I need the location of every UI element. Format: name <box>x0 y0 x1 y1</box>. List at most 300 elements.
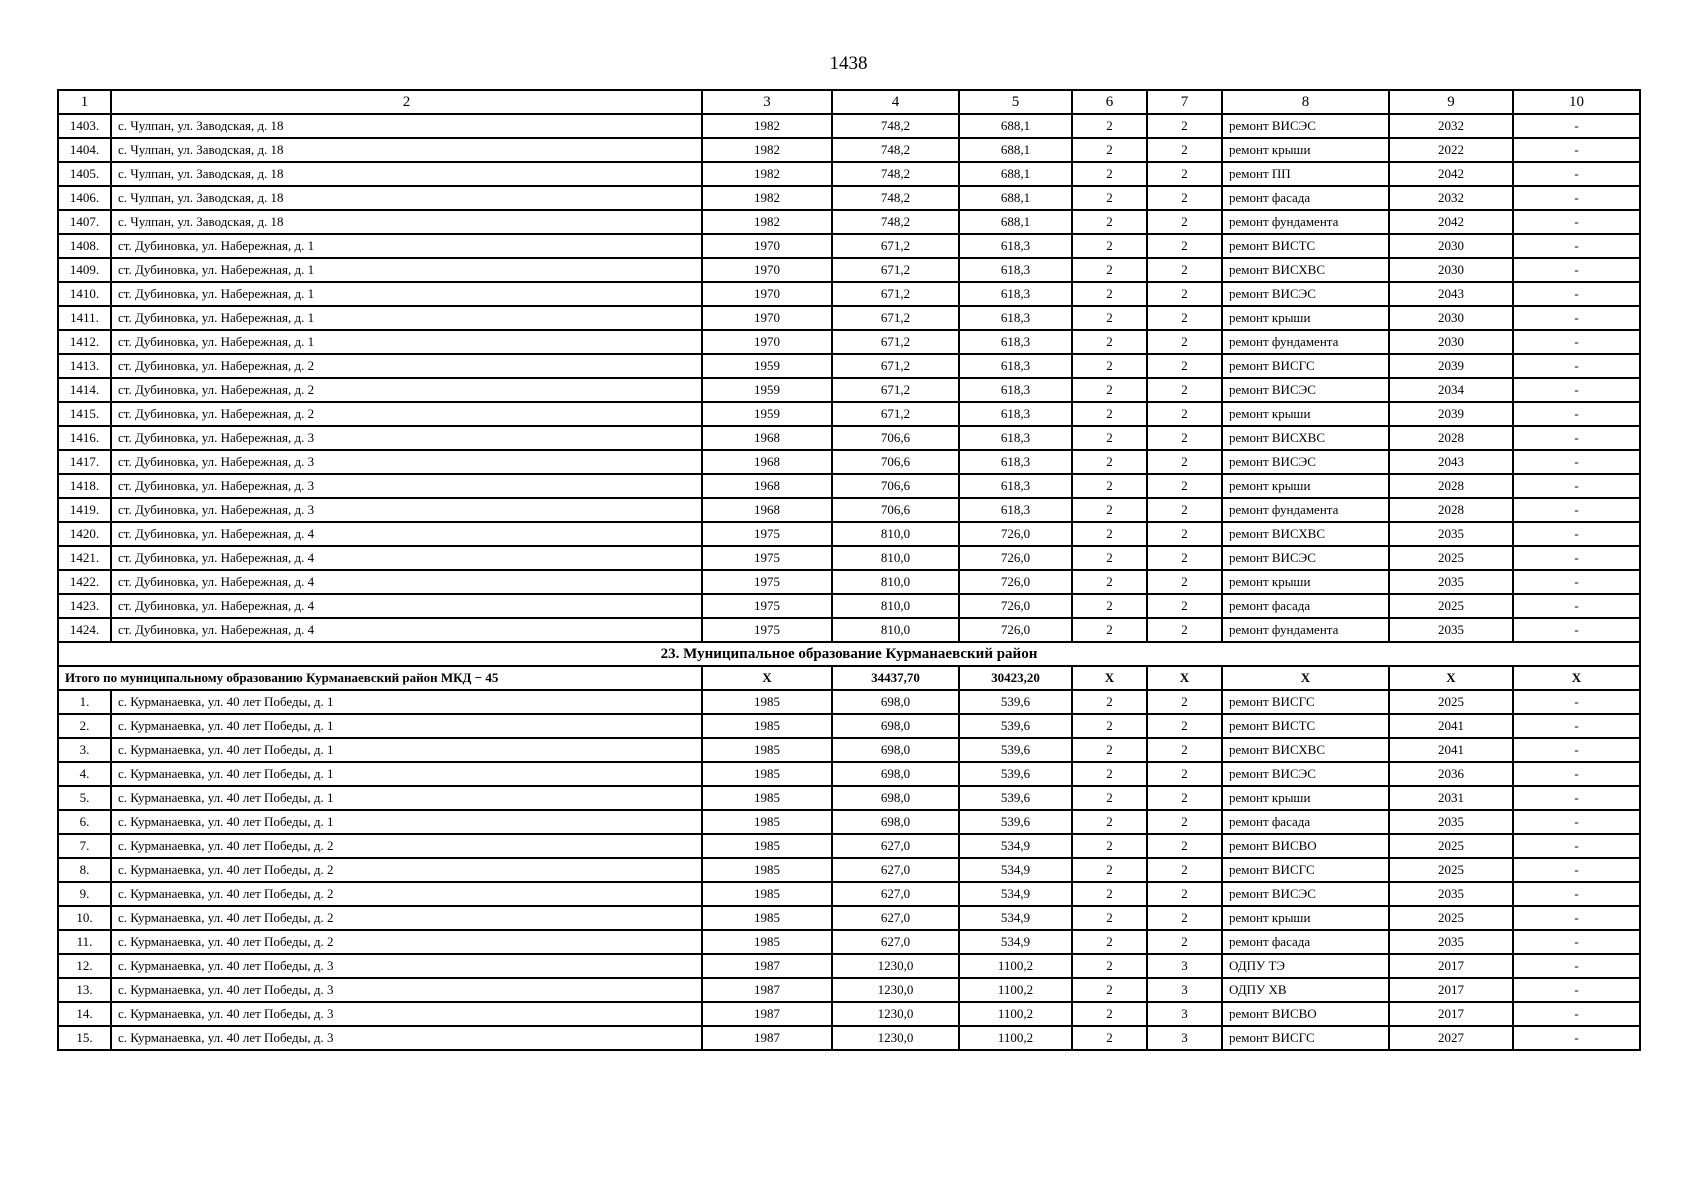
year-cell: 1985 <box>702 810 832 834</box>
area-living-cell: 618,3 <box>959 402 1072 426</box>
column-header: 4 <box>832 90 959 114</box>
entrances-cell: 2 <box>1147 714 1222 738</box>
area-living-cell: 539,6 <box>959 714 1072 738</box>
entrances-cell: 2 <box>1147 354 1222 378</box>
entrances-cell: 2 <box>1147 306 1222 330</box>
note-cell: - <box>1513 354 1640 378</box>
area-total-cell: 671,2 <box>832 378 959 402</box>
address-cell: ст. Дубиновка, ул. Набережная, д. 4 <box>111 522 702 546</box>
year-cell: 1970 <box>702 306 832 330</box>
plan-year-cell: 2035 <box>1389 618 1513 642</box>
area-living-cell: 618,3 <box>959 450 1072 474</box>
area-living-cell: 1100,2 <box>959 954 1072 978</box>
address-cell: ст. Дубиновка, ул. Набережная, д. 3 <box>111 474 702 498</box>
entrances-cell: 2 <box>1147 474 1222 498</box>
area-total-cell: 698,0 <box>832 786 959 810</box>
work-type-cell: ремонт ВИСГС <box>1222 354 1389 378</box>
plan-year-cell: 2035 <box>1389 930 1513 954</box>
area-total-cell: 698,0 <box>832 762 959 786</box>
plan-year-cell: 2028 <box>1389 426 1513 450</box>
column-number-header-row <box>58 90 1640 114</box>
area-living-cell: 534,9 <box>959 834 1072 858</box>
note-cell: - <box>1513 162 1640 186</box>
note-cell: - <box>1513 570 1640 594</box>
note-cell: - <box>1513 810 1640 834</box>
area-living-cell: 618,3 <box>959 258 1072 282</box>
floors-cell: 2 <box>1072 474 1147 498</box>
floors-cell: 2 <box>1072 618 1147 642</box>
year-cell: 1982 <box>702 114 832 138</box>
work-type-cell: ремонт ВИСГС <box>1222 690 1389 714</box>
note-cell: - <box>1513 474 1640 498</box>
table-row <box>58 426 1640 450</box>
work-type-cell: ремонт крыши <box>1222 474 1389 498</box>
year-cell: 1985 <box>702 882 832 906</box>
area-total-cell: 671,2 <box>832 258 959 282</box>
year-cell: 1982 <box>702 162 832 186</box>
note-cell: - <box>1513 618 1640 642</box>
note-cell: - <box>1513 498 1640 522</box>
area-living-cell: 618,3 <box>959 378 1072 402</box>
note-cell: - <box>1513 690 1640 714</box>
entrances-cell: 2 <box>1147 378 1222 402</box>
floors-cell: 2 <box>1072 282 1147 306</box>
row-number: 1411. <box>58 306 111 330</box>
address-cell: с. Чулпан, ул. Заводская, д. 18 <box>111 138 702 162</box>
year-cell: 1970 <box>702 258 832 282</box>
row-number: 1415. <box>58 402 111 426</box>
area-total-cell: 748,2 <box>832 138 959 162</box>
plan-year-cell: 2017 <box>1389 978 1513 1002</box>
note-cell: - <box>1513 330 1640 354</box>
address-cell: ст. Дубиновка, ул. Набережная, д. 2 <box>111 354 702 378</box>
total-value: Х <box>1389 666 1513 690</box>
area-total-cell: 748,2 <box>832 210 959 234</box>
plan-year-cell: 2034 <box>1389 378 1513 402</box>
floors-cell: 2 <box>1072 858 1147 882</box>
plan-year-cell: 2025 <box>1389 546 1513 570</box>
row-number: 6. <box>58 810 111 834</box>
table-row <box>58 594 1640 618</box>
work-type-cell: ремонт фасада <box>1222 810 1389 834</box>
area-total-cell: 706,6 <box>832 498 959 522</box>
entrances-cell: 2 <box>1147 210 1222 234</box>
row-number: 15. <box>58 1026 111 1050</box>
year-cell: 1985 <box>702 834 832 858</box>
area-living-cell: 1100,2 <box>959 1026 1072 1050</box>
note-cell: - <box>1513 402 1640 426</box>
work-type-cell: ремонт ВИСХВС <box>1222 738 1389 762</box>
address-cell: ст. Дубиновка, ул. Набережная, д. 1 <box>111 330 702 354</box>
entrances-cell: 2 <box>1147 114 1222 138</box>
entrances-cell: 2 <box>1147 906 1222 930</box>
column-header: 8 <box>1222 90 1389 114</box>
area-total-cell: 698,0 <box>832 714 959 738</box>
table-row <box>58 402 1640 426</box>
entrances-cell: 2 <box>1147 282 1222 306</box>
address-cell: с. Курманаевка, ул. 40 лет Победы, д. 2 <box>111 834 702 858</box>
year-cell: 1975 <box>702 546 832 570</box>
floors-cell: 2 <box>1072 738 1147 762</box>
year-cell: 1975 <box>702 522 832 546</box>
work-type-cell: ремонт ВИСХВС <box>1222 258 1389 282</box>
row-number: 1420. <box>58 522 111 546</box>
floors-cell: 2 <box>1072 186 1147 210</box>
plan-year-cell: 2032 <box>1389 186 1513 210</box>
row-number: 1406. <box>58 186 111 210</box>
plan-year-cell: 2035 <box>1389 522 1513 546</box>
entrances-cell: 2 <box>1147 810 1222 834</box>
area-living-cell: 618,3 <box>959 306 1072 330</box>
entrances-cell: 2 <box>1147 402 1222 426</box>
area-total-cell: 748,2 <box>832 162 959 186</box>
area-total-cell: 1230,0 <box>832 1002 959 1026</box>
table-row <box>58 786 1640 810</box>
address-cell: ст. Дубиновка, ул. Набережная, д. 2 <box>111 378 702 402</box>
floors-cell: 2 <box>1072 930 1147 954</box>
area-total-cell: 671,2 <box>832 234 959 258</box>
row-number: 1424. <box>58 618 111 642</box>
area-living-cell: 534,9 <box>959 858 1072 882</box>
year-cell: 1959 <box>702 378 832 402</box>
note-cell: - <box>1513 978 1640 1002</box>
table-row <box>58 618 1640 642</box>
plan-year-cell: 2028 <box>1389 498 1513 522</box>
note-cell: - <box>1513 114 1640 138</box>
work-type-cell: ремонт фасада <box>1222 594 1389 618</box>
note-cell: - <box>1513 738 1640 762</box>
floors-cell: 2 <box>1072 522 1147 546</box>
floors-cell: 2 <box>1072 906 1147 930</box>
entrances-cell: 2 <box>1147 690 1222 714</box>
note-cell: - <box>1513 1026 1640 1050</box>
table-row <box>58 498 1640 522</box>
floors-cell: 2 <box>1072 1002 1147 1026</box>
work-type-cell: ремонт ВИСЭС <box>1222 282 1389 306</box>
floors-cell: 2 <box>1072 690 1147 714</box>
address-cell: ст. Дубиновка, ул. Набережная, д. 3 <box>111 450 702 474</box>
work-type-cell: ремонт ВИСЭС <box>1222 378 1389 402</box>
entrances-cell: 2 <box>1147 786 1222 810</box>
year-cell: 1970 <box>702 234 832 258</box>
row-number: 1412. <box>58 330 111 354</box>
year-cell: 1968 <box>702 498 832 522</box>
year-cell: 1982 <box>702 138 832 162</box>
area-living-cell: 726,0 <box>959 570 1072 594</box>
note-cell: - <box>1513 594 1640 618</box>
address-cell: с. Курманаевка, ул. 40 лет Победы, д. 2 <box>111 858 702 882</box>
area-total-cell: 1230,0 <box>832 1026 959 1050</box>
address-cell: с. Курманаевка, ул. 40 лет Победы, д. 3 <box>111 954 702 978</box>
plan-year-cell: 2043 <box>1389 450 1513 474</box>
plan-year-cell: 2027 <box>1389 1026 1513 1050</box>
area-total-cell: 671,2 <box>832 282 959 306</box>
work-type-cell: ремонт ПП <box>1222 162 1389 186</box>
row-number: 9. <box>58 882 111 906</box>
note-cell: - <box>1513 138 1640 162</box>
row-number: 1. <box>58 690 111 714</box>
floors-cell: 2 <box>1072 162 1147 186</box>
entrances-cell: 3 <box>1147 1026 1222 1050</box>
address-cell: с. Курманаевка, ул. 40 лет Победы, д. 1 <box>111 810 702 834</box>
year-cell: 1982 <box>702 186 832 210</box>
plan-year-cell: 2025 <box>1389 906 1513 930</box>
row-number: 1404. <box>58 138 111 162</box>
total-value: Х <box>1072 666 1147 690</box>
work-type-cell: ОДПУ ТЭ <box>1222 954 1389 978</box>
work-type-cell: ремонт фундамента <box>1222 330 1389 354</box>
row-number: 1418. <box>58 474 111 498</box>
year-cell: 1970 <box>702 282 832 306</box>
table-row <box>58 1026 1640 1050</box>
entrances-cell: 2 <box>1147 426 1222 450</box>
row-number: 1409. <box>58 258 111 282</box>
work-type-cell: ремонт ВИСТС <box>1222 714 1389 738</box>
row-number: 1408. <box>58 234 111 258</box>
entrances-cell: 2 <box>1147 330 1222 354</box>
address-cell: ст. Дубиновка, ул. Набережная, д. 4 <box>111 594 702 618</box>
area-living-cell: 688,1 <box>959 114 1072 138</box>
table-row <box>58 906 1640 930</box>
area-total-cell: 698,0 <box>832 690 959 714</box>
row-number: 10. <box>58 906 111 930</box>
area-total-cell: 810,0 <box>832 594 959 618</box>
area-total-cell: 627,0 <box>832 858 959 882</box>
entrances-cell: 2 <box>1147 186 1222 210</box>
total-value: Х <box>1147 666 1222 690</box>
area-living-cell: 688,1 <box>959 210 1072 234</box>
floors-cell: 2 <box>1072 954 1147 978</box>
work-type-cell: ремонт фундамента <box>1222 498 1389 522</box>
area-living-cell: 726,0 <box>959 618 1072 642</box>
entrances-cell: 3 <box>1147 954 1222 978</box>
note-cell: - <box>1513 882 1640 906</box>
area-living-cell: 1100,2 <box>959 978 1072 1002</box>
row-number: 7. <box>58 834 111 858</box>
floors-cell: 2 <box>1072 450 1147 474</box>
address-cell: с. Курманаевка, ул. 40 лет Победы, д. 2 <box>111 930 702 954</box>
row-number: 1403. <box>58 114 111 138</box>
area-total-cell: 671,2 <box>832 402 959 426</box>
address-cell: с. Чулпан, ул. Заводская, д. 18 <box>111 114 702 138</box>
area-total-cell: 627,0 <box>832 882 959 906</box>
address-cell: с. Курманаевка, ул. 40 лет Победы, д. 2 <box>111 906 702 930</box>
area-living-cell: 618,3 <box>959 498 1072 522</box>
row-number: 2. <box>58 714 111 738</box>
plan-year-cell: 2035 <box>1389 810 1513 834</box>
table-row <box>58 522 1640 546</box>
note-cell: - <box>1513 234 1640 258</box>
year-cell: 1959 <box>702 402 832 426</box>
floors-cell: 2 <box>1072 114 1147 138</box>
row-number: 1410. <box>58 282 111 306</box>
total-row <box>58 666 1640 690</box>
row-number: 1414. <box>58 378 111 402</box>
plan-year-cell: 2042 <box>1389 210 1513 234</box>
note-cell: - <box>1513 306 1640 330</box>
note-cell: - <box>1513 210 1640 234</box>
address-cell: ст. Дубиновка, ул. Набережная, д. 1 <box>111 282 702 306</box>
entrances-cell: 2 <box>1147 234 1222 258</box>
plan-year-cell: 2039 <box>1389 354 1513 378</box>
table-row <box>58 330 1640 354</box>
area-total-cell: 706,6 <box>832 474 959 498</box>
entrances-cell: 2 <box>1147 618 1222 642</box>
area-living-cell: 726,0 <box>959 546 1072 570</box>
year-cell: 1975 <box>702 570 832 594</box>
note-cell: - <box>1513 258 1640 282</box>
column-header: 2 <box>111 90 702 114</box>
floors-cell: 2 <box>1072 258 1147 282</box>
row-number: 1413. <box>58 354 111 378</box>
row-number: 1407. <box>58 210 111 234</box>
area-living-cell: 618,3 <box>959 330 1072 354</box>
plan-year-cell: 2025 <box>1389 690 1513 714</box>
year-cell: 1987 <box>702 1002 832 1026</box>
work-type-cell: ремонт крыши <box>1222 786 1389 810</box>
work-type-cell: ремонт ВИСГС <box>1222 858 1389 882</box>
floors-cell: 2 <box>1072 546 1147 570</box>
address-cell: с. Чулпан, ул. Заводская, д. 18 <box>111 186 702 210</box>
entrances-cell: 2 <box>1147 858 1222 882</box>
area-living-cell: 688,1 <box>959 162 1072 186</box>
plan-year-cell: 2043 <box>1389 282 1513 306</box>
area-total-cell: 810,0 <box>832 570 959 594</box>
area-total-cell: 748,2 <box>832 114 959 138</box>
work-type-cell: ремонт крыши <box>1222 306 1389 330</box>
total-value: Х <box>702 666 832 690</box>
table-row <box>58 738 1640 762</box>
table-row <box>58 258 1640 282</box>
floors-cell: 2 <box>1072 330 1147 354</box>
entrances-cell: 2 <box>1147 258 1222 282</box>
total-value: Х <box>1222 666 1389 690</box>
year-cell: 1987 <box>702 978 832 1002</box>
floors-cell: 2 <box>1072 210 1147 234</box>
total-value: 30423,20 <box>959 666 1072 690</box>
table-row <box>58 210 1640 234</box>
plan-year-cell: 2030 <box>1389 258 1513 282</box>
address-cell: ст. Дубиновка, ул. Набережная, д. 1 <box>111 306 702 330</box>
entrances-cell: 2 <box>1147 546 1222 570</box>
note-cell: - <box>1513 450 1640 474</box>
work-type-cell: ремонт ВИСГС <box>1222 1026 1389 1050</box>
address-cell: с. Курманаевка, ул. 40 лет Победы, д. 1 <box>111 786 702 810</box>
year-cell: 1985 <box>702 762 832 786</box>
table-row <box>58 306 1640 330</box>
work-type-cell: ремонт ВИСХВС <box>1222 426 1389 450</box>
floors-cell: 2 <box>1072 498 1147 522</box>
address-cell: ст. Дубиновка, ул. Набережная, д. 4 <box>111 570 702 594</box>
floors-cell: 2 <box>1072 234 1147 258</box>
table-row <box>58 138 1640 162</box>
section-header-row <box>58 642 1640 666</box>
entrances-cell: 2 <box>1147 138 1222 162</box>
plan-year-cell: 2030 <box>1389 330 1513 354</box>
floors-cell: 2 <box>1072 402 1147 426</box>
work-type-cell: ремонт крыши <box>1222 570 1389 594</box>
table-row <box>58 810 1640 834</box>
work-type-cell: ремонт крыши <box>1222 402 1389 426</box>
year-cell: 1985 <box>702 858 832 882</box>
address-cell: ст. Дубиновка, ул. Набережная, д. 4 <box>111 618 702 642</box>
year-cell: 1959 <box>702 354 832 378</box>
year-cell: 1985 <box>702 714 832 738</box>
year-cell: 1985 <box>702 906 832 930</box>
area-total-cell: 1230,0 <box>832 954 959 978</box>
work-type-cell: ремонт ВИСХВС <box>1222 522 1389 546</box>
column-header: 7 <box>1147 90 1222 114</box>
area-total-cell: 748,2 <box>832 186 959 210</box>
area-living-cell: 688,1 <box>959 138 1072 162</box>
column-header: 9 <box>1389 90 1513 114</box>
plan-year-cell: 2025 <box>1389 858 1513 882</box>
area-total-cell: 627,0 <box>832 906 959 930</box>
table-row <box>58 474 1640 498</box>
work-type-cell: ремонт ВИСЭС <box>1222 114 1389 138</box>
total-value: Х <box>1513 666 1640 690</box>
address-cell: с. Курманаевка, ул. 40 лет Победы, д. 3 <box>111 1002 702 1026</box>
row-number: 4. <box>58 762 111 786</box>
area-living-cell: 534,9 <box>959 882 1072 906</box>
plan-year-cell: 2030 <box>1389 234 1513 258</box>
address-cell: с. Курманаевка, ул. 40 лет Победы, д. 3 <box>111 978 702 1002</box>
table-row <box>58 354 1640 378</box>
work-type-cell: ремонт ВИСЭС <box>1222 546 1389 570</box>
plan-year-cell: 2042 <box>1389 162 1513 186</box>
floors-cell: 2 <box>1072 810 1147 834</box>
work-type-cell: ремонт крыши <box>1222 138 1389 162</box>
year-cell: 1982 <box>702 210 832 234</box>
area-living-cell: 539,6 <box>959 762 1072 786</box>
floors-cell: 2 <box>1072 1026 1147 1050</box>
entrances-cell: 2 <box>1147 522 1222 546</box>
plan-year-cell: 2031 <box>1389 786 1513 810</box>
address-cell: ст. Дубиновка, ул. Набережная, д. 4 <box>111 546 702 570</box>
work-type-cell: ремонт ВИСТС <box>1222 234 1389 258</box>
table-row <box>58 162 1640 186</box>
area-living-cell: 618,3 <box>959 282 1072 306</box>
address-cell: ст. Дубиновка, ул. Набережная, д. 1 <box>111 234 702 258</box>
row-number: 1421. <box>58 546 111 570</box>
area-total-cell: 706,6 <box>832 426 959 450</box>
area-living-cell: 534,9 <box>959 906 1072 930</box>
year-cell: 1987 <box>702 1026 832 1050</box>
plan-year-cell: 2025 <box>1389 834 1513 858</box>
table-row <box>58 858 1640 882</box>
floors-cell: 2 <box>1072 138 1147 162</box>
table-row <box>58 234 1640 258</box>
total-value: 34437,70 <box>832 666 959 690</box>
note-cell: - <box>1513 426 1640 450</box>
area-living-cell: 534,9 <box>959 930 1072 954</box>
area-total-cell: 698,0 <box>832 738 959 762</box>
floors-cell: 2 <box>1072 594 1147 618</box>
plan-year-cell: 2028 <box>1389 474 1513 498</box>
work-type-cell: ремонт ВИСЭС <box>1222 762 1389 786</box>
column-header: 6 <box>1072 90 1147 114</box>
work-type-cell: ремонт ВИСВО <box>1222 1002 1389 1026</box>
table-row <box>58 546 1640 570</box>
area-total-cell: 627,0 <box>832 834 959 858</box>
plan-year-cell: 2041 <box>1389 714 1513 738</box>
column-header: 5 <box>959 90 1072 114</box>
area-living-cell: 539,6 <box>959 786 1072 810</box>
plan-year-cell: 2039 <box>1389 402 1513 426</box>
plan-year-cell: 2035 <box>1389 882 1513 906</box>
area-total-cell: 810,0 <box>832 546 959 570</box>
floors-cell: 2 <box>1072 714 1147 738</box>
